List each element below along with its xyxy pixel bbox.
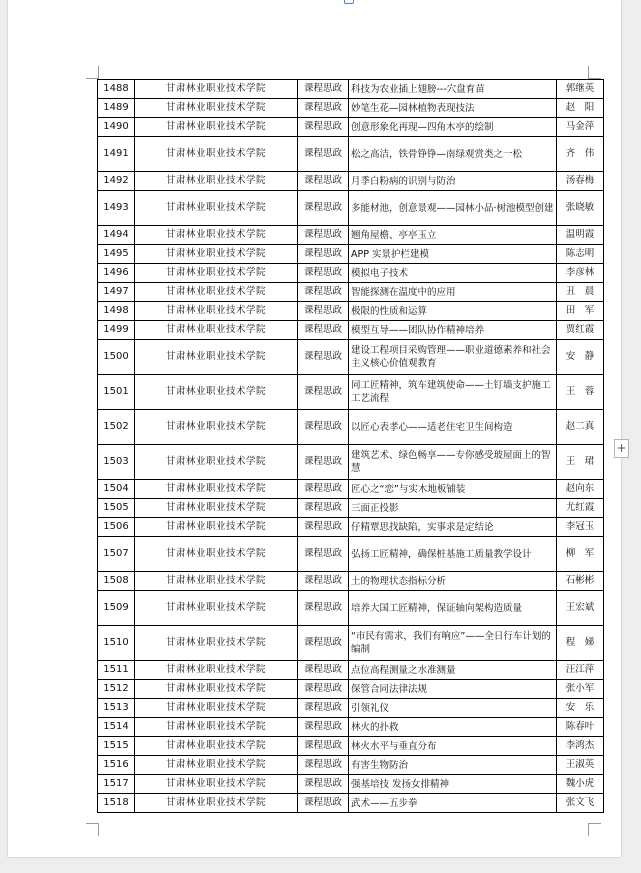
course-title: 武术——五步拳: [349, 794, 557, 813]
entry-number: 1503: [98, 445, 135, 480]
teacher-name: 张文飞: [557, 794, 604, 813]
teacher-name: 王 珺: [557, 445, 604, 480]
school-name: 甘肃林业职业技术学院: [135, 699, 298, 718]
course-title: 弘扬工匠精神，确保桩基施工质量教学设计: [349, 537, 557, 572]
entry-number: 1492: [98, 172, 135, 191]
table-row: [98, 283, 604, 302]
course-title: 以匠心表孝心——适老住宅卫生间构造: [349, 410, 557, 445]
table-row: [98, 118, 604, 137]
category: 课程思政: [298, 680, 349, 699]
course-title: APP 实景护栏建模: [349, 245, 557, 264]
school-name: 甘肃林业职业技术学院: [135, 118, 298, 137]
course-title: 松之高洁，铁骨铮铮—南绿观赏类之一松: [349, 137, 557, 172]
entry-number: 1494: [98, 226, 135, 245]
table-row: [98, 172, 604, 191]
course-title: 科技为农业插上翅膀---穴盘育苗: [349, 80, 557, 99]
table-row: [98, 737, 604, 756]
category: 课程思政: [298, 499, 349, 518]
category: 课程思政: [298, 718, 349, 737]
teacher-name: 程 娣: [557, 626, 604, 661]
table-row: [98, 375, 604, 410]
school-name: 甘肃林业职业技术学院: [135, 775, 298, 794]
table-row: [98, 680, 604, 699]
teacher-name: 齐 伟: [557, 137, 604, 172]
category: 课程思政: [298, 99, 349, 118]
table-row: [98, 226, 604, 245]
course-title: 多能材池，创意景观——园林小品·树池模型创建: [349, 191, 557, 226]
table-row: [98, 718, 604, 737]
teacher-name: 温明霞: [557, 226, 604, 245]
course-title: 智能探测在温度中的应用: [349, 283, 557, 302]
entry-number: 1505: [98, 499, 135, 518]
course-title: 培养大国工匠精神，保证轴向架构造质量: [349, 591, 557, 626]
category: 课程思政: [298, 410, 349, 445]
teacher-name: 柳 军: [557, 537, 604, 572]
school-name: 甘肃林业职业技术学院: [135, 794, 298, 813]
course-title: 林火的扑救: [349, 718, 557, 737]
table-row: [98, 191, 604, 226]
school-name: 甘肃林业职业技术学院: [135, 80, 298, 99]
school-name: 甘肃林业职业技术学院: [135, 245, 298, 264]
table-row: [98, 321, 604, 340]
add-row-plus-icon[interactable]: +: [614, 439, 629, 458]
table-row: [98, 137, 604, 172]
school-name: 甘肃林业职业技术学院: [135, 264, 298, 283]
teacher-name: 魏小虎: [557, 775, 604, 794]
course-title: 三面正投影: [349, 499, 557, 518]
table-row: [98, 794, 604, 813]
entry-number: 1488: [98, 80, 135, 99]
course-title: 创意形象化再现—四角木亭的绘制: [349, 118, 557, 137]
course-title: 模型互导——团队协作精神培养: [349, 321, 557, 340]
entry-number: 1513: [98, 699, 135, 718]
school-name: 甘肃林业职业技术学院: [135, 340, 298, 375]
crop-mark-top-left: [86, 66, 99, 79]
table-row: [98, 699, 604, 718]
entry-number: 1507: [98, 537, 135, 572]
table-row: [98, 591, 604, 626]
school-name: 甘肃林业职业技术学院: [135, 375, 298, 410]
category: 课程思政: [298, 794, 349, 813]
course-title: 匠心之“恋”与实木地板铺装: [349, 480, 557, 499]
category: 课程思政: [298, 626, 349, 661]
teacher-name: 王淑英: [557, 756, 604, 775]
school-name: 甘肃林业职业技术学院: [135, 191, 298, 226]
entry-number: 1502: [98, 410, 135, 445]
table-row: [98, 480, 604, 499]
category: 课程思政: [298, 302, 349, 321]
table-row: [98, 99, 604, 118]
teacher-name: 汤春梅: [557, 172, 604, 191]
teacher-name: 田 军: [557, 302, 604, 321]
school-name: 甘肃林业职业技术学院: [135, 591, 298, 626]
course-title: 土的物理状态指标分析: [349, 572, 557, 591]
teacher-name: 陈志明: [557, 245, 604, 264]
teacher-name: 赵 阳: [557, 99, 604, 118]
table-row: [98, 340, 604, 375]
school-name: 甘肃林业职业技术学院: [135, 661, 298, 680]
entry-number: 1490: [98, 118, 135, 137]
entry-number: 1509: [98, 591, 135, 626]
entry-number: 1511: [98, 661, 135, 680]
school-name: 甘肃林业职业技术学院: [135, 226, 298, 245]
category: 课程思政: [298, 756, 349, 775]
entry-number: 1491: [98, 137, 135, 172]
entry-number: 1515: [98, 737, 135, 756]
category: 课程思政: [298, 572, 349, 591]
table-row: [98, 302, 604, 321]
entry-number: 1495: [98, 245, 135, 264]
teacher-name: 陈春叶: [557, 718, 604, 737]
course-title: 翘角屋檐、亭亭玉立: [349, 226, 557, 245]
category: 课程思政: [298, 191, 349, 226]
table-row: [98, 518, 604, 537]
school-name: 甘肃林业职业技术学院: [135, 537, 298, 572]
category: 课程思政: [298, 245, 349, 264]
teacher-name: 丑 晨: [557, 283, 604, 302]
entry-number: 1497: [98, 283, 135, 302]
entry-number: 1506: [98, 518, 135, 537]
course-title: 月季白粉病的识别与防治: [349, 172, 557, 191]
teacher-name: 安 乐: [557, 699, 604, 718]
crop-mark-top-right: [588, 66, 601, 79]
table-body: [98, 80, 604, 813]
school-name: 甘肃林业职业技术学院: [135, 499, 298, 518]
table-row: [98, 410, 604, 445]
table-row: [98, 264, 604, 283]
page-anchor-icon[interactable]: [344, 0, 354, 4]
course-title: 保管合同法律法规: [349, 680, 557, 699]
category: 课程思政: [298, 264, 349, 283]
document-page: [8, 0, 627, 857]
school-name: 甘肃林业职业技术学院: [135, 718, 298, 737]
table-row: [98, 756, 604, 775]
teacher-name: 尤红霞: [557, 499, 604, 518]
entry-number: 1498: [98, 302, 135, 321]
entry-number: 1510: [98, 626, 135, 661]
category: 课程思政: [298, 537, 349, 572]
school-name: 甘肃林业职业技术学院: [135, 480, 298, 499]
teacher-name: 李彦林: [557, 264, 604, 283]
school-name: 甘肃林业职业技术学院: [135, 283, 298, 302]
course-title: 模拟电子技术: [349, 264, 557, 283]
course-title: 仔精覃思找缺陷，实事求是定结论: [349, 518, 557, 537]
teacher-name: 马金萍: [557, 118, 604, 137]
course-title: 有害生物防治: [349, 756, 557, 775]
teacher-name: 郭继英: [557, 80, 604, 99]
course-title: 极限的性质和运算: [349, 302, 557, 321]
category: 课程思政: [298, 283, 349, 302]
table-row: [98, 626, 604, 661]
entry-number: 1501: [98, 375, 135, 410]
entry-number: 1493: [98, 191, 135, 226]
category: 课程思政: [298, 375, 349, 410]
teacher-name: 张晓敏: [557, 191, 604, 226]
course-title: 同工匠精神，筑车建筑使命——土钉墙支护施工工艺流程: [349, 375, 557, 410]
entry-number: 1514: [98, 718, 135, 737]
category: 课程思政: [298, 321, 349, 340]
school-name: 甘肃林业职业技术学院: [135, 137, 298, 172]
teacher-name: 汪江萍: [557, 661, 604, 680]
entry-number: 1499: [98, 321, 135, 340]
course-title: 强基培技 发扬女排精神: [349, 775, 557, 794]
category: 课程思政: [298, 137, 349, 172]
course-title: 建筑艺术、绿色畅享——专你感受玻屋面上的智慧: [349, 445, 557, 480]
category: 课程思政: [298, 480, 349, 499]
course-title: 点位高程测量之水准测量: [349, 661, 557, 680]
school-name: 甘肃林业职业技术学院: [135, 302, 298, 321]
teacher-name: 安 静: [557, 340, 604, 375]
teacher-name: 王 蓉: [557, 375, 604, 410]
table-row: [98, 661, 604, 680]
school-name: 甘肃林业职业技术学院: [135, 445, 298, 480]
category: 课程思政: [298, 775, 349, 794]
teacher-name: 贾红霞: [557, 321, 604, 340]
category: 课程思政: [298, 737, 349, 756]
category: 课程思政: [298, 518, 349, 537]
school-name: 甘肃林业职业技术学院: [135, 172, 298, 191]
table-row: [98, 499, 604, 518]
category: 课程思政: [298, 172, 349, 191]
entry-number: 1512: [98, 680, 135, 699]
entry-number: 1508: [98, 572, 135, 591]
entry-number: 1517: [98, 775, 135, 794]
entry-number: 1518: [98, 794, 135, 813]
category: 课程思政: [298, 118, 349, 137]
entry-number: 1516: [98, 756, 135, 775]
category: 课程思政: [298, 340, 349, 375]
teacher-name: 王宏斌: [557, 591, 604, 626]
category: 课程思政: [298, 699, 349, 718]
category: 课程思政: [298, 226, 349, 245]
entry-number: 1496: [98, 264, 135, 283]
course-title: 引领礼仪: [349, 699, 557, 718]
course-title: 妙笔生花—园林植物表现技法: [349, 99, 557, 118]
table-row: [98, 245, 604, 264]
school-name: 甘肃林业职业技术学院: [135, 518, 298, 537]
teacher-name: 赵二真: [557, 410, 604, 445]
award-list-table: [97, 79, 604, 813]
teacher-name: 李鸿杰: [557, 737, 604, 756]
school-name: 甘肃林业职业技术学院: [135, 572, 298, 591]
category: 课程思政: [298, 591, 349, 626]
category: 课程思政: [298, 80, 349, 99]
school-name: 甘肃林业职业技术学院: [135, 756, 298, 775]
course-title: 林火水平与垂直分布: [349, 737, 557, 756]
crop-mark-bottom-right: [588, 823, 601, 836]
category: 课程思政: [298, 661, 349, 680]
table-row: [98, 80, 604, 99]
teacher-name: 石彬彬: [557, 572, 604, 591]
table-row: [98, 445, 604, 480]
entry-number: 1500: [98, 340, 135, 375]
school-name: 甘肃林业职业技术学院: [135, 410, 298, 445]
category: 课程思政: [298, 445, 349, 480]
teacher-name: 李冠玉: [557, 518, 604, 537]
entry-number: 1504: [98, 480, 135, 499]
course-title: 建设工程项目采购管理——职业道德素养和社会主义核心价值观教育: [349, 340, 557, 375]
table-row: [98, 572, 604, 591]
teacher-name: 赵向东: [557, 480, 604, 499]
course-title: “市民有需求，我们有响应”——全日行车计划的编制: [349, 626, 557, 661]
crop-mark-bottom-left: [86, 823, 99, 836]
teacher-name: 张小军: [557, 680, 604, 699]
table-row: [98, 537, 604, 572]
school-name: 甘肃林业职业技术学院: [135, 321, 298, 340]
school-name: 甘肃林业职业技术学院: [135, 99, 298, 118]
entry-number: 1489: [98, 99, 135, 118]
school-name: 甘肃林业职业技术学院: [135, 626, 298, 661]
school-name: 甘肃林业职业技术学院: [135, 680, 298, 699]
table-row: [98, 775, 604, 794]
school-name: 甘肃林业职业技术学院: [135, 737, 298, 756]
